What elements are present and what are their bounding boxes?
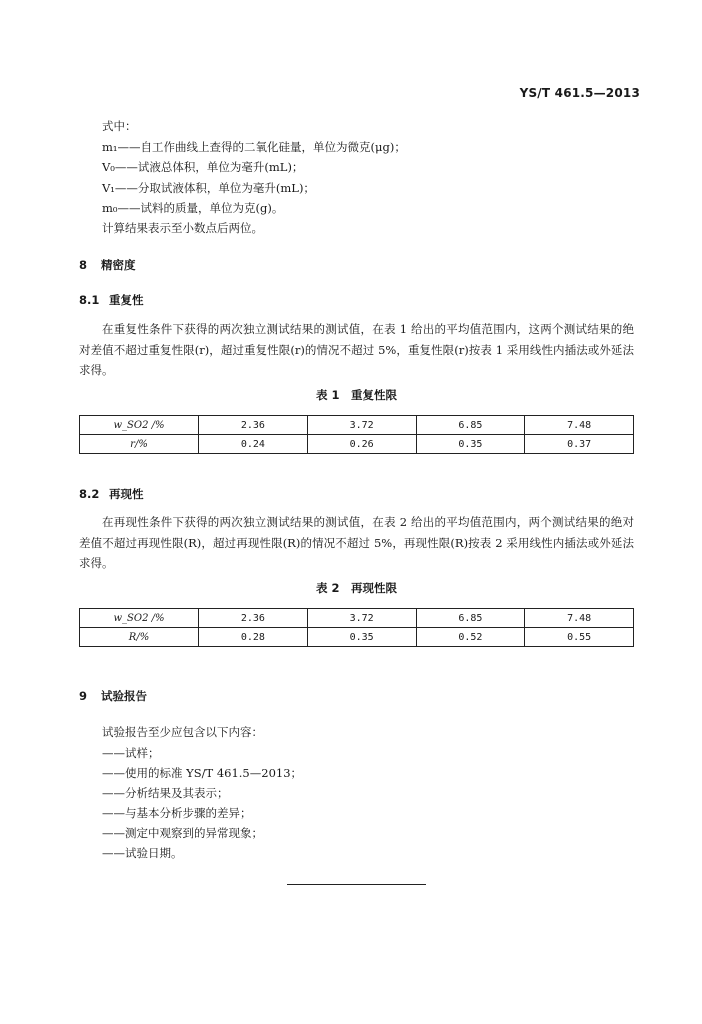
reproducibility-table [79,608,634,647]
table-cell: 0.24 [199,435,308,454]
table-cell: 6.85 [416,609,525,628]
section-title: 再现性 [109,487,144,501]
table-cell: 3.72 [307,609,416,628]
row-label-mass-fraction: w_SO2 /% [80,416,199,435]
report-item-date: ——试验日期。 [102,846,183,860]
rounding-note: 计算结果表示至小数点后两位。 [102,221,263,235]
report-item-sample: ——试样； [102,746,160,760]
section-number: 8.1 [79,293,100,307]
table-cell: 6.85 [416,416,525,435]
table-cell: 0.35 [307,628,416,647]
table-cell: 0.52 [416,628,525,647]
end-of-document-rule [287,884,426,885]
formula-legend-intro: 式中： [102,119,137,133]
table-1-caption: 表 1 重复性限 [315,388,397,402]
section-number: 9 [79,689,88,703]
legend-item-m0: m₀——试料的质量，单位为克(g)。 [102,201,284,215]
table-row [80,435,634,454]
section-8-heading [79,257,136,273]
section-title: 重复性 [109,293,144,307]
legend-item-v0: V₀——试液总体积，单位为毫升(mL)； [102,160,304,174]
report-item-standard: ——使用的标准 YS/T 461.5—2013； [102,766,303,780]
legend-item-m1: m₁——自工作曲线上查得的二氧化硅量，单位为微克(μg)； [102,140,406,154]
report-item-results: ——分析结果及其表示； [102,786,229,800]
row-label-reproducibility: R/% [80,628,199,647]
table-cell: 2.36 [199,609,308,628]
table-cell: 2.36 [199,416,308,435]
table-row [80,628,634,647]
standard-number-header: YS/T 461.5—2013 [519,86,640,100]
repeatability-table [79,415,634,454]
section-title: 试验报告 [101,689,147,703]
table-cell: 0.26 [307,435,416,454]
section-8-2-heading [79,486,144,502]
table-cell: 0.37 [525,435,634,454]
table-row [80,416,634,435]
reproducibility-paragraph: 在再现性条件下获得的两次独立测试结果的测试值，在表 2 给出的平均值范围内，两个测试结果的绝对差值不超过再现性限(R)，超过再现性限(R)的情况不超过 5%，再现性限(R)按表 2 采用线性内插法或外延法求得。 [79,515,634,570]
row-label-repeatability: r/% [80,435,199,454]
legend-item-v1: V₁——分取试液体积，单位为毫升(mL)； [102,181,315,195]
table-cell: 0.35 [416,435,525,454]
table-row [80,609,634,628]
section-8-1-heading [79,292,144,308]
report-item-anomalies: ——测定中观察到的异常现象； [102,826,263,840]
table-cell: 3.72 [307,416,416,435]
table-2-caption: 表 2 再现性限 [315,581,397,595]
section-number: 8.2 [79,487,100,501]
section-title: 精密度 [101,258,136,272]
table-cell: 7.48 [525,609,634,628]
table-cell: 0.55 [525,628,634,647]
section-number: 8 [79,258,88,272]
table-cell: 0.28 [199,628,308,647]
report-item-differences: ——与基本分析步骤的差异； [102,806,252,820]
report-intro: 试验报告至少应包含以下内容： [102,725,263,739]
table-cell: 7.48 [525,416,634,435]
row-label-mass-fraction: w_SO2 /% [80,609,199,628]
repeatability-paragraph: 在重复性条件下获得的两次独立测试结果的测试值，在表 1 给出的平均值范围内，这两个测试结果的绝对差值不超过重复性限(r)，超过重复性限(r)的情况不超过 5%，重复性限(r)按表 1 采用线性内插法或外延法求得。 [79,322,634,377]
section-9-heading [79,688,147,704]
